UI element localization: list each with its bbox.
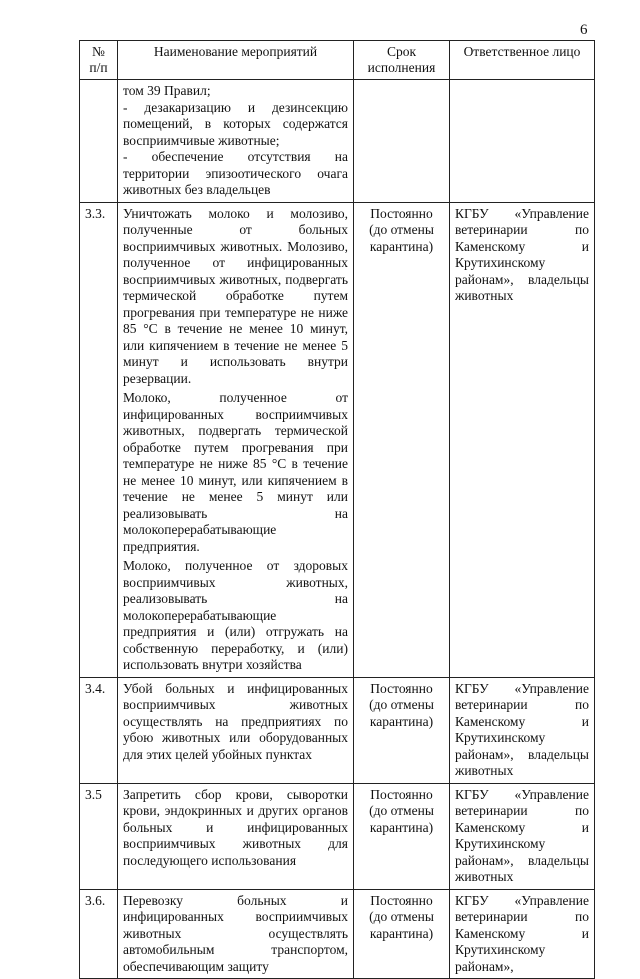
measures-table <box>79 40 595 979</box>
row-term-line: Постоянно <box>370 786 433 802</box>
row-name-paragraph: - дезакаризацию и дезинсекцию помещений, в которых содержатся восприимчивые животные; <box>123 99 348 148</box>
row-name-paragraph: Убой больных и инфицированных восприимчивых животных осуществлять на предприятиях по убою животных или оборудованных для этих целей убойных пунктах <box>123 680 348 762</box>
table-row <box>80 80 595 203</box>
table-row <box>80 202 595 677</box>
row-term-line: (до отмены <box>369 697 434 712</box>
header-responsible: Ответственное лицо <box>450 41 595 80</box>
row-name-paragraph: - обеспечение отсутствия на территории эпизоотического очага животных без владельцев <box>123 149 348 197</box>
row-responsible: КГБУ «Управление ветеринарии по Каменскому и Крутихинскому районам», владельцы животных <box>450 677 595 783</box>
row-term-line: карантина) <box>369 819 434 835</box>
row-number: 3.4. <box>80 677 118 783</box>
table-row <box>80 783 595 889</box>
row-responsible: КГБУ «Управление ветеринарии по Каменскому и Крутихинскому районам», владельцы животных <box>450 783 595 889</box>
row-term <box>354 677 450 783</box>
row-name-paragraph: том 39 Правил; <box>123 83 211 98</box>
row-term-line: (до отмены <box>369 803 434 818</box>
row-name-paragraph: Запретить сбор крови, сыворотки крови, эндокринных и других органов больных и инфицированных восприимчивых животных для последующего использования <box>123 786 348 868</box>
header-name: Наименование мероприятий <box>118 41 354 80</box>
row-term <box>354 889 450 979</box>
row-term-line: Постоянно <box>370 892 433 908</box>
row-term <box>354 783 450 889</box>
header-number-line: № <box>92 44 105 59</box>
header-term-line: исполнения <box>367 60 436 75</box>
header-number <box>80 41 118 80</box>
row-term-line: карантина) <box>369 713 434 729</box>
table-row <box>80 889 595 979</box>
row-name-paragraph: Перевозку больных и инфицированных восприимчивых животных осуществлять автомобильным транспортом, обеспечивающим защиту <box>123 892 348 974</box>
header-number-line: п/п <box>89 60 108 75</box>
row-term-line: (до отмены <box>369 909 434 924</box>
header-term-line: Срок <box>386 44 417 59</box>
row-responsible: КГБУ «Управление ветеринарии по Каменскому и Крутихинскому районам», владельцы животных <box>450 202 595 677</box>
row-name-paragraph: Уничтожать молоко и молозиво, полученные от больных восприимчивых животных. Молозиво, полученное от инфицированных восприимчивых животных, подвергать термической обработке путем прогревания при температуре не ниже 85 °С в течение не менее 10 минут, или кипячением в течение не менее 5 минут и использовать внутри резервации. <box>123 205 348 386</box>
header-term <box>354 41 450 80</box>
row-number: 3.5 <box>80 783 118 889</box>
row-term <box>354 80 450 203</box>
table-header-row <box>80 41 595 80</box>
row-name-paragraph: Молоко, полученное от здоровых восприимчивых животных, реализовывать на молокоперерабатывающие предприятия и (или) отгружать на собственную переработку, и (или) использовать внутри хозяйства <box>123 558 348 672</box>
row-number: 3.6. <box>80 889 118 979</box>
row-name <box>118 783 354 889</box>
row-responsible: КГБУ «Управление ветеринарии по Каменскому и Крутихинскому районам», <box>450 889 595 979</box>
row-responsible <box>450 80 595 203</box>
row-term <box>354 202 450 677</box>
page-number: 6 <box>580 22 588 38</box>
row-term-line: Постоянно <box>370 205 433 221</box>
row-name-paragraph: Молоко, полученное от инфицированных восприимчивых животных, подвергать термической обработке путем прогревания при температуре не ниже 85 °С в течение не менее 10 минут, или кипячением в течение не менее 5 минут или реализовывать на молокоперерабатывающие предприятия. <box>123 390 348 554</box>
row-term-line: (до отмены <box>369 222 434 237</box>
row-term-line: Постоянно <box>370 680 433 696</box>
row-name <box>118 889 354 979</box>
row-number <box>80 80 118 203</box>
row-name <box>118 677 354 783</box>
row-name <box>118 202 354 677</box>
table-row <box>80 677 595 783</box>
row-number: 3.3. <box>80 202 118 677</box>
row-term-line: карантина) <box>369 925 434 941</box>
row-term-line: карантина) <box>369 238 434 254</box>
row-name <box>118 80 354 203</box>
